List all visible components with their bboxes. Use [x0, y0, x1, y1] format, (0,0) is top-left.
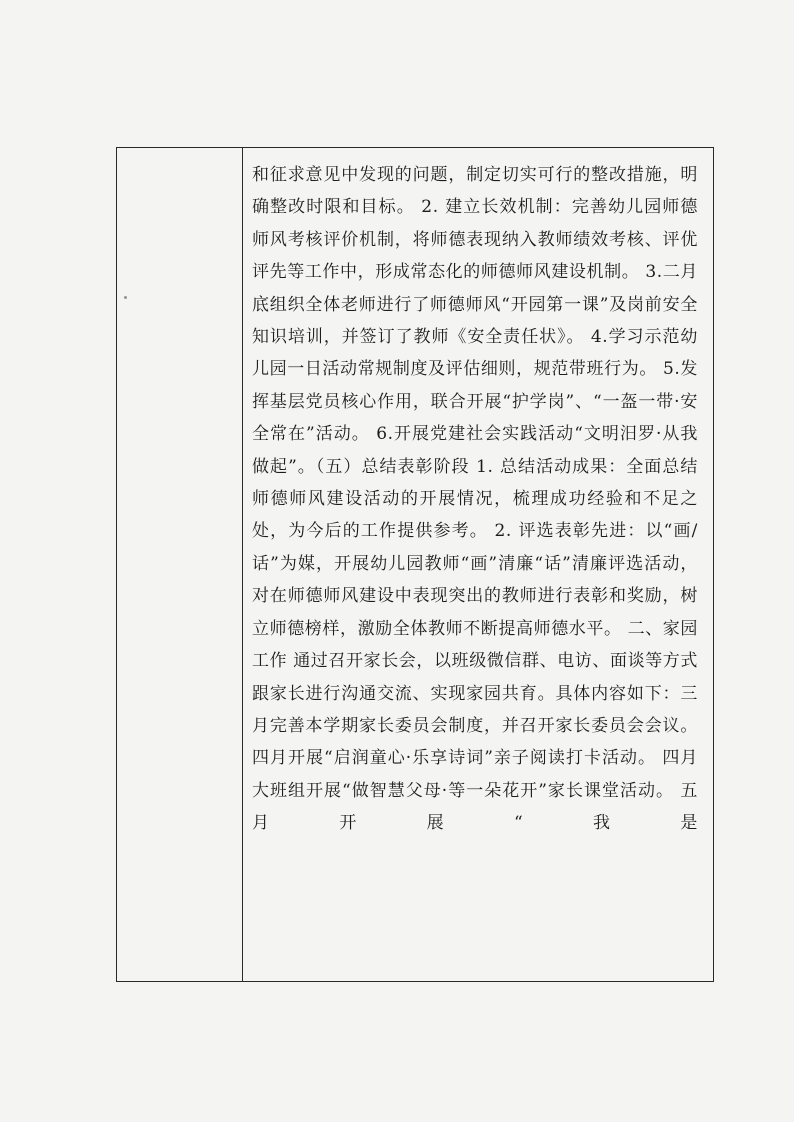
form-table — [116, 147, 714, 982]
content-column — [243, 148, 713, 981]
label-column-empty — [117, 148, 243, 981]
content-paragraph: 和征求意见中发现的问题，制定切实可行的整改措施，明确整改时限和目标。 2. 建立长效机制：完善幼儿园师德师风考核评价机制，将师德表现纳入教师绩效考核、评优评先等工作中，形成常态化的师德师风建设机制。 3.二月底组织全体老师进行了师德师风“开园第一课”及岗前安全知识培训，并签订了教师《安全责任状》。 4.学习示范幼儿园一日活动常规制度及评估细则，规范带班行为。 5.发挥基层党员核心作用，联合开展“护学岗”、“一盔一带·安全常在”活动。 6.开展党建社会实践活动“文明汨罗·从我做起”。（五）总结表彰阶段 1. 总结活动成果：全面总结师德师风建设活动的开展情况，梳理成功经验和不足之处，为今后的工作提供参考。 2. 评选表彰先进：以“画/话”为媒，开展幼儿园教师“画”清廉“话”清廉评选活动，对在师德师风建设中表现突出的教师进行表彰和奖励，树立师德榜样，激励全体教师不断提高师德水平。 二、家园工作 通过召开家长会，以班级微信群、电访、面谈等方式跟家长进行沟通交流、实现家园共育。具体内容如下：三月完善本学期家长委员会制度，并召开家长委员会会议。 四月开展“启润童心·乐享诗词”亲子阅读打卡活动。 四月大班组开展“做智慧父母·等一朵花开”家长课堂活动。 五月开展“我是 — [252, 165, 699, 834]
